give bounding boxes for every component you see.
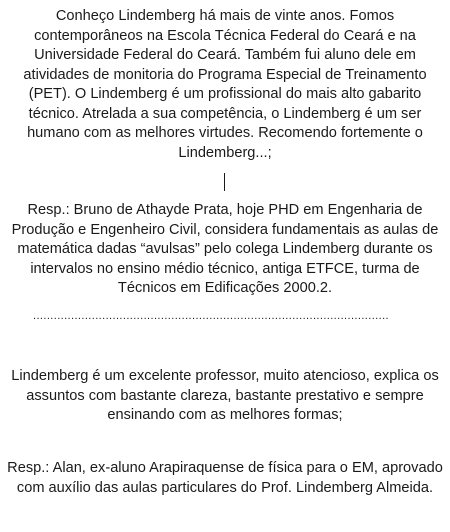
response-2-text: Resp.: Alan, ex-aluno Arapiraquense de física para o EM, aprovado com auxílio das aulas particulares do Prof. Lindemberg Almeida.: [7, 460, 443, 496]
text-cursor: [224, 173, 225, 191]
testimonial-1-text: Conheço Lindemberg há mais de vinte anos. Fomos contemporâneos na Escola Técnica Federal do Ceará e na Universidade Federal do Ceará. Também fui aluno dele em atividades de monitoria do Programa Especial de Treinamento (PET). O Lindemberg é um profissional do mais alto gabarito técnico. Atrelada a sua competência, o Lindemberg é um ser humano com as melhores virtudes. Recomendo fortemente o Lindemberg...;: [23, 8, 427, 161]
response-1-text: Resp.: Bruno de Athayde Prata, hoje PHD em Engenharia de Produção e Engenheiro Civil, considera fundamentais as aulas de matemática dadas “avulsas” pelo colega Lindemberg durante os intervalos no ensino médio técnico, antiga ETFCE, turma de Técnicos em Edificações 2000.2.: [11, 202, 439, 296]
testimonial-2-text: Lindemberg é um excelente professor, muito atencioso, explica os assuntos com bastante clareza, bastante prestativo e sempre ensinando com as melhores formas;: [11, 368, 439, 423]
dotted-separator: .......................................................................................................: [33, 310, 389, 322]
